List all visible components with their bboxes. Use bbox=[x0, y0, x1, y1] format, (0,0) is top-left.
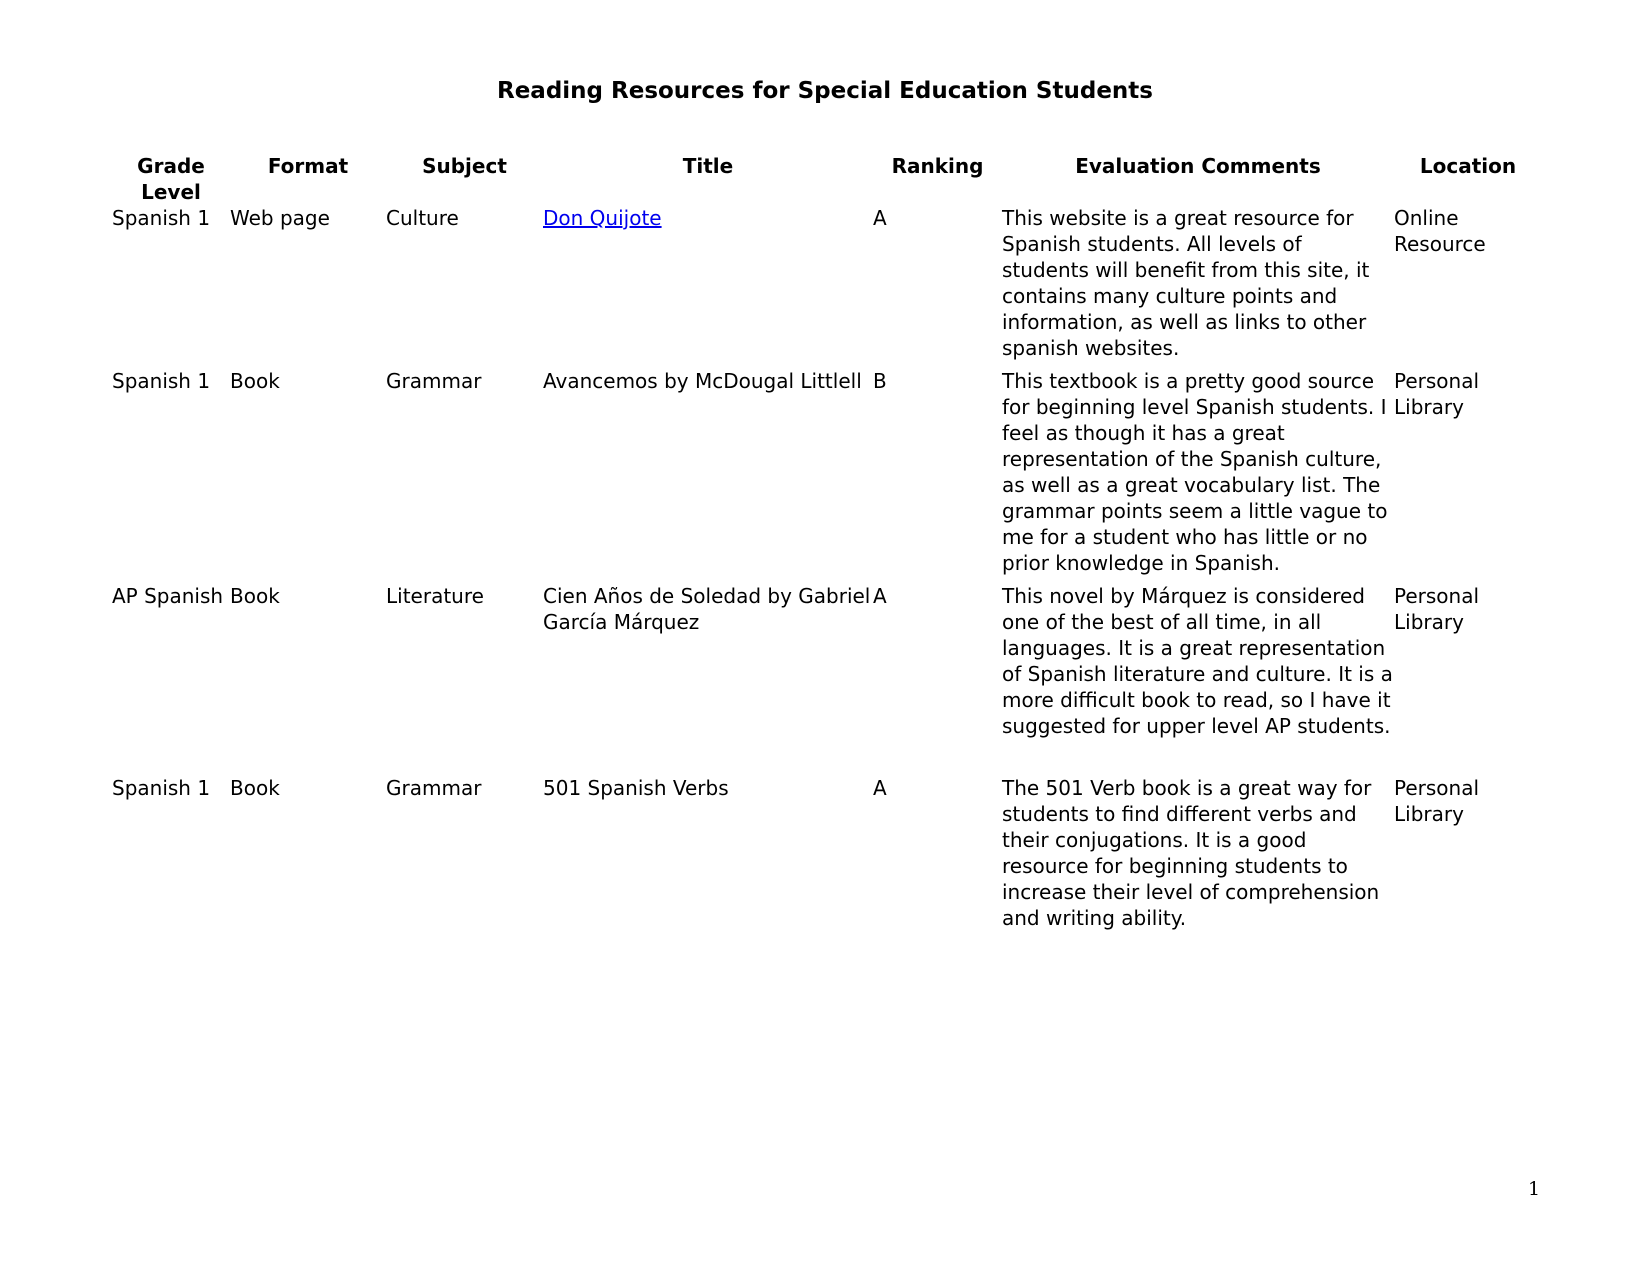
cell-evaluation: The 501 Verb book is a great way for students to find different verbs and their conjugations. It is a good resource for beginning students to increase their level of comprehension and writing ability. bbox=[1002, 776, 1380, 930]
cell-grade: Spanish 1 bbox=[112, 206, 211, 230]
cell-ranking: A bbox=[873, 206, 887, 230]
cell-evaluation: This textbook is a pretty good source for beginning level Spanish students. I feel as though it has a great representation of the Spanish culture, as well as a great vocabulary list. The grammar points seem a little vague to me for a student who has little or no prior knowledge in Spanish. bbox=[1002, 369, 1388, 575]
cell-evaluation: This novel by Márquez is considered one of the best of all time, in all languages. It is a great representation of Spanish literature and culture. It is a more difficult book to read, so I have it suggested for upper level AP students. bbox=[1002, 584, 1393, 738]
table-row bbox=[112, 583, 1542, 775]
table-row bbox=[112, 205, 1542, 368]
page-number: 1 bbox=[1528, 1178, 1541, 1200]
header-title: Title bbox=[682, 154, 734, 178]
resources-table bbox=[112, 153, 1542, 938]
header-grade-line1: Grade bbox=[137, 154, 205, 178]
page-title: Reading Resources for Special Education Students bbox=[496, 78, 1153, 104]
cell-format: Book bbox=[230, 369, 280, 393]
cell-ranking: A bbox=[873, 776, 887, 800]
cell-subject: Grammar bbox=[386, 369, 482, 393]
cell-subject: Culture bbox=[386, 206, 459, 230]
cell-subject: Literature bbox=[386, 584, 484, 608]
cell-title: Avancemos by McDougal Littlell bbox=[543, 369, 862, 393]
cell-location: Online Resource bbox=[1394, 206, 1486, 256]
cell-title: 501 Spanish Verbs bbox=[543, 776, 729, 800]
cell-grade: Spanish 1 bbox=[112, 776, 211, 800]
header-evaluation-comments: Evaluation Comments bbox=[1075, 154, 1321, 178]
cell-location: Personal Library bbox=[1394, 584, 1480, 634]
don-quijote-link[interactable]: Don Quijote bbox=[543, 206, 662, 230]
header-location: Location bbox=[1419, 154, 1517, 178]
cell-subject: Grammar bbox=[386, 776, 482, 800]
table-row bbox=[112, 775, 1542, 938]
cell-ranking: B bbox=[873, 369, 887, 393]
header-format: Format bbox=[267, 154, 349, 178]
cell-title: Cien Años de Soledad by Gabriel García Márquez bbox=[543, 584, 871, 634]
header-ranking: Ranking bbox=[891, 154, 984, 178]
cell-format: Web page bbox=[230, 206, 330, 230]
cell-grade: Spanish 1 bbox=[112, 369, 211, 393]
table-row bbox=[112, 368, 1542, 583]
header-grade-line2: Level bbox=[141, 180, 201, 204]
cell-grade: AP Spanish bbox=[112, 584, 224, 608]
cell-title bbox=[543, 205, 873, 368]
cell-location: Personal Library bbox=[1394, 776, 1480, 826]
header-grade-level bbox=[112, 153, 230, 205]
header-subject: Subject bbox=[422, 154, 507, 178]
cell-location: Personal Library bbox=[1394, 369, 1480, 419]
cell-evaluation: This website is a great resource for Spanish students. All levels of students will benefit from this site, it contains many culture points and information, as well as links to other spanish websites. bbox=[1002, 206, 1370, 360]
header-row bbox=[112, 153, 1542, 205]
cell-ranking: A bbox=[873, 584, 887, 608]
cell-format: Book bbox=[230, 776, 280, 800]
cell-format: Book bbox=[230, 584, 280, 608]
